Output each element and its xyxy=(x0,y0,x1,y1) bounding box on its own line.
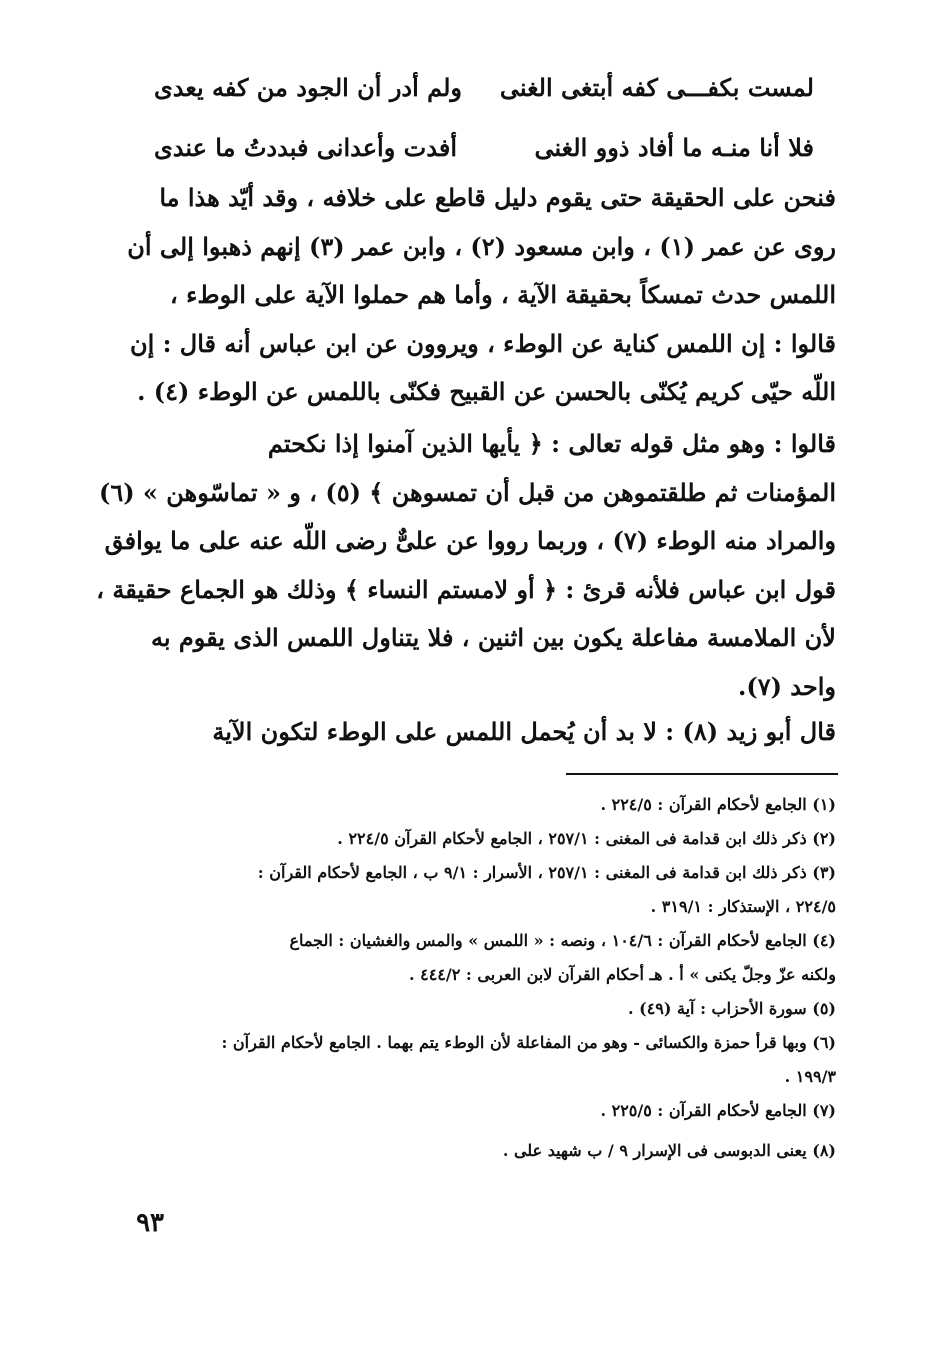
footnote-3-continued: ٢٢٤/٥ ، الإستذكار : ٣١٩/١ . xyxy=(650,897,836,916)
footnote-3: (٣) ذكر ذلك ابن قدامة فى المغنى : ٢٥٧/١ ، الأسرار : ٩/١ ب ، الجامع لأحكام القرآن : xyxy=(257,863,836,882)
footnote-2: (٢) ذكر ذلك ابن قدامة فى المغنى : ٢٥٧/١ ، الجامع لأحكام القرآن ٢٢٤/٥ . xyxy=(337,829,836,848)
paragraph-line: فنحن على الحقيقة حتى يقوم دليل قاطع على خلافه ، وقد أيّد هذا ما xyxy=(159,183,836,212)
verse-1-second-hemistich: ولم أدر أن الجود من كفه يعدى xyxy=(154,73,463,102)
paragraph-line: قالوا : وهو مثل قوله تعالى : ﴿ يأيها الذين آمنوا إذا نكحتم xyxy=(267,429,836,458)
footnote-4-continued: ولكنه عزّ وجلّ يكنى » أ . هـ أحكام القرآن لابن العربى : ٤٤٤/٢ . xyxy=(408,965,836,984)
paragraph-line: واحد (٧). xyxy=(737,671,836,701)
footnote-8: (٨) يعنى الدبوسى فى الإسرار ٩ / ب شهيد على . xyxy=(502,1141,836,1160)
paragraph-1 xyxy=(126,174,836,417)
paragraph-line: والمراد منه الوطء (٧) ، وربما رووا عن علىٌّ رضى اللّه عنه على ما يوافق xyxy=(104,526,836,555)
paragraph-line: قول ابن عباس فلأنه قرئ : ﴿ أو لامستم النساء ﴾ وذلك هو الجماع حقيقة ، xyxy=(96,574,836,604)
paragraph-line: اللّه حيّى كريم يُكنّى بالحسن عن القبيح فكنّى باللمس عن الوطء (٤) . xyxy=(137,377,836,406)
paragraph-line: روى عن عمر (١) ، وابن مسعود (٢) ، وابن عمر (٣) إنهم ذهبوا إلى أن xyxy=(127,231,836,261)
paragraph-2 xyxy=(96,420,836,711)
paragraph-line: قال أبو زيد (٨) : لا بد أن يُحمل اللمس على الوطء لتكون الآية xyxy=(212,717,836,746)
footnote-7: (٧) الجامع لأحكام القرآن : ٢٢٥/٥ . xyxy=(600,1101,836,1120)
paragraph-line: قالوا : إن اللمس كناية عن الوطء ، ويروون عن ابن عباس أنه قال : إن xyxy=(129,328,836,358)
footnote-1: (١) الجامع لأحكام القرآن : ٢٢٤/٥ . xyxy=(600,795,836,814)
paragraph-line: اللمس حدث تمسكاً بحقيقة الآية ، وأما هم حملوا الآية على الوطء ، xyxy=(170,280,836,309)
footnote-6: (٦) وبها قرأ حمزة والكسائى - وهو من المفاعلة لأن الوطء يتم بهما . الجامع لأحكام القرآن : xyxy=(221,1033,836,1052)
footnote-4: (٤) الجامع لأحكام القرآن : ١٠٤/٦ ، ونصه : « اللمس » والمس والغشيان : الجماع xyxy=(289,931,836,950)
poem-verse-2 xyxy=(154,122,814,174)
footnote-6-continued: ١٩٩/٣ . xyxy=(784,1067,836,1086)
footnote-5: (٥) سورة الأحزاب : آية (٤٩) . xyxy=(627,999,836,1018)
verse-1-first-hemistich: لمست بكفـــى كفه أبتغى الغنى xyxy=(499,73,814,102)
verse-2-first-hemistich: فلا أنا منـه ما أفاد ذوو الغنى xyxy=(534,133,814,162)
page-number: ٩٣ xyxy=(136,1208,164,1238)
paragraph-line: المؤمنات ثم طلقتموهن من قبل أن تمسوهن ﴾ (٥) ، و « تماسّوهن » (٦) xyxy=(98,477,836,507)
paragraph-3 xyxy=(126,708,836,757)
footnote-separator xyxy=(566,773,838,775)
poem-verse-1 xyxy=(154,62,814,114)
footnotes xyxy=(126,788,836,1168)
paragraph-line: لأن الملامسة مفاعلة يكون بين اثنين ، فلا يتناول اللمس الذى يقوم به xyxy=(150,623,836,652)
verse-2-second-hemistich: أفدت وأعدانى فبددتُ ما عندى xyxy=(154,133,457,162)
